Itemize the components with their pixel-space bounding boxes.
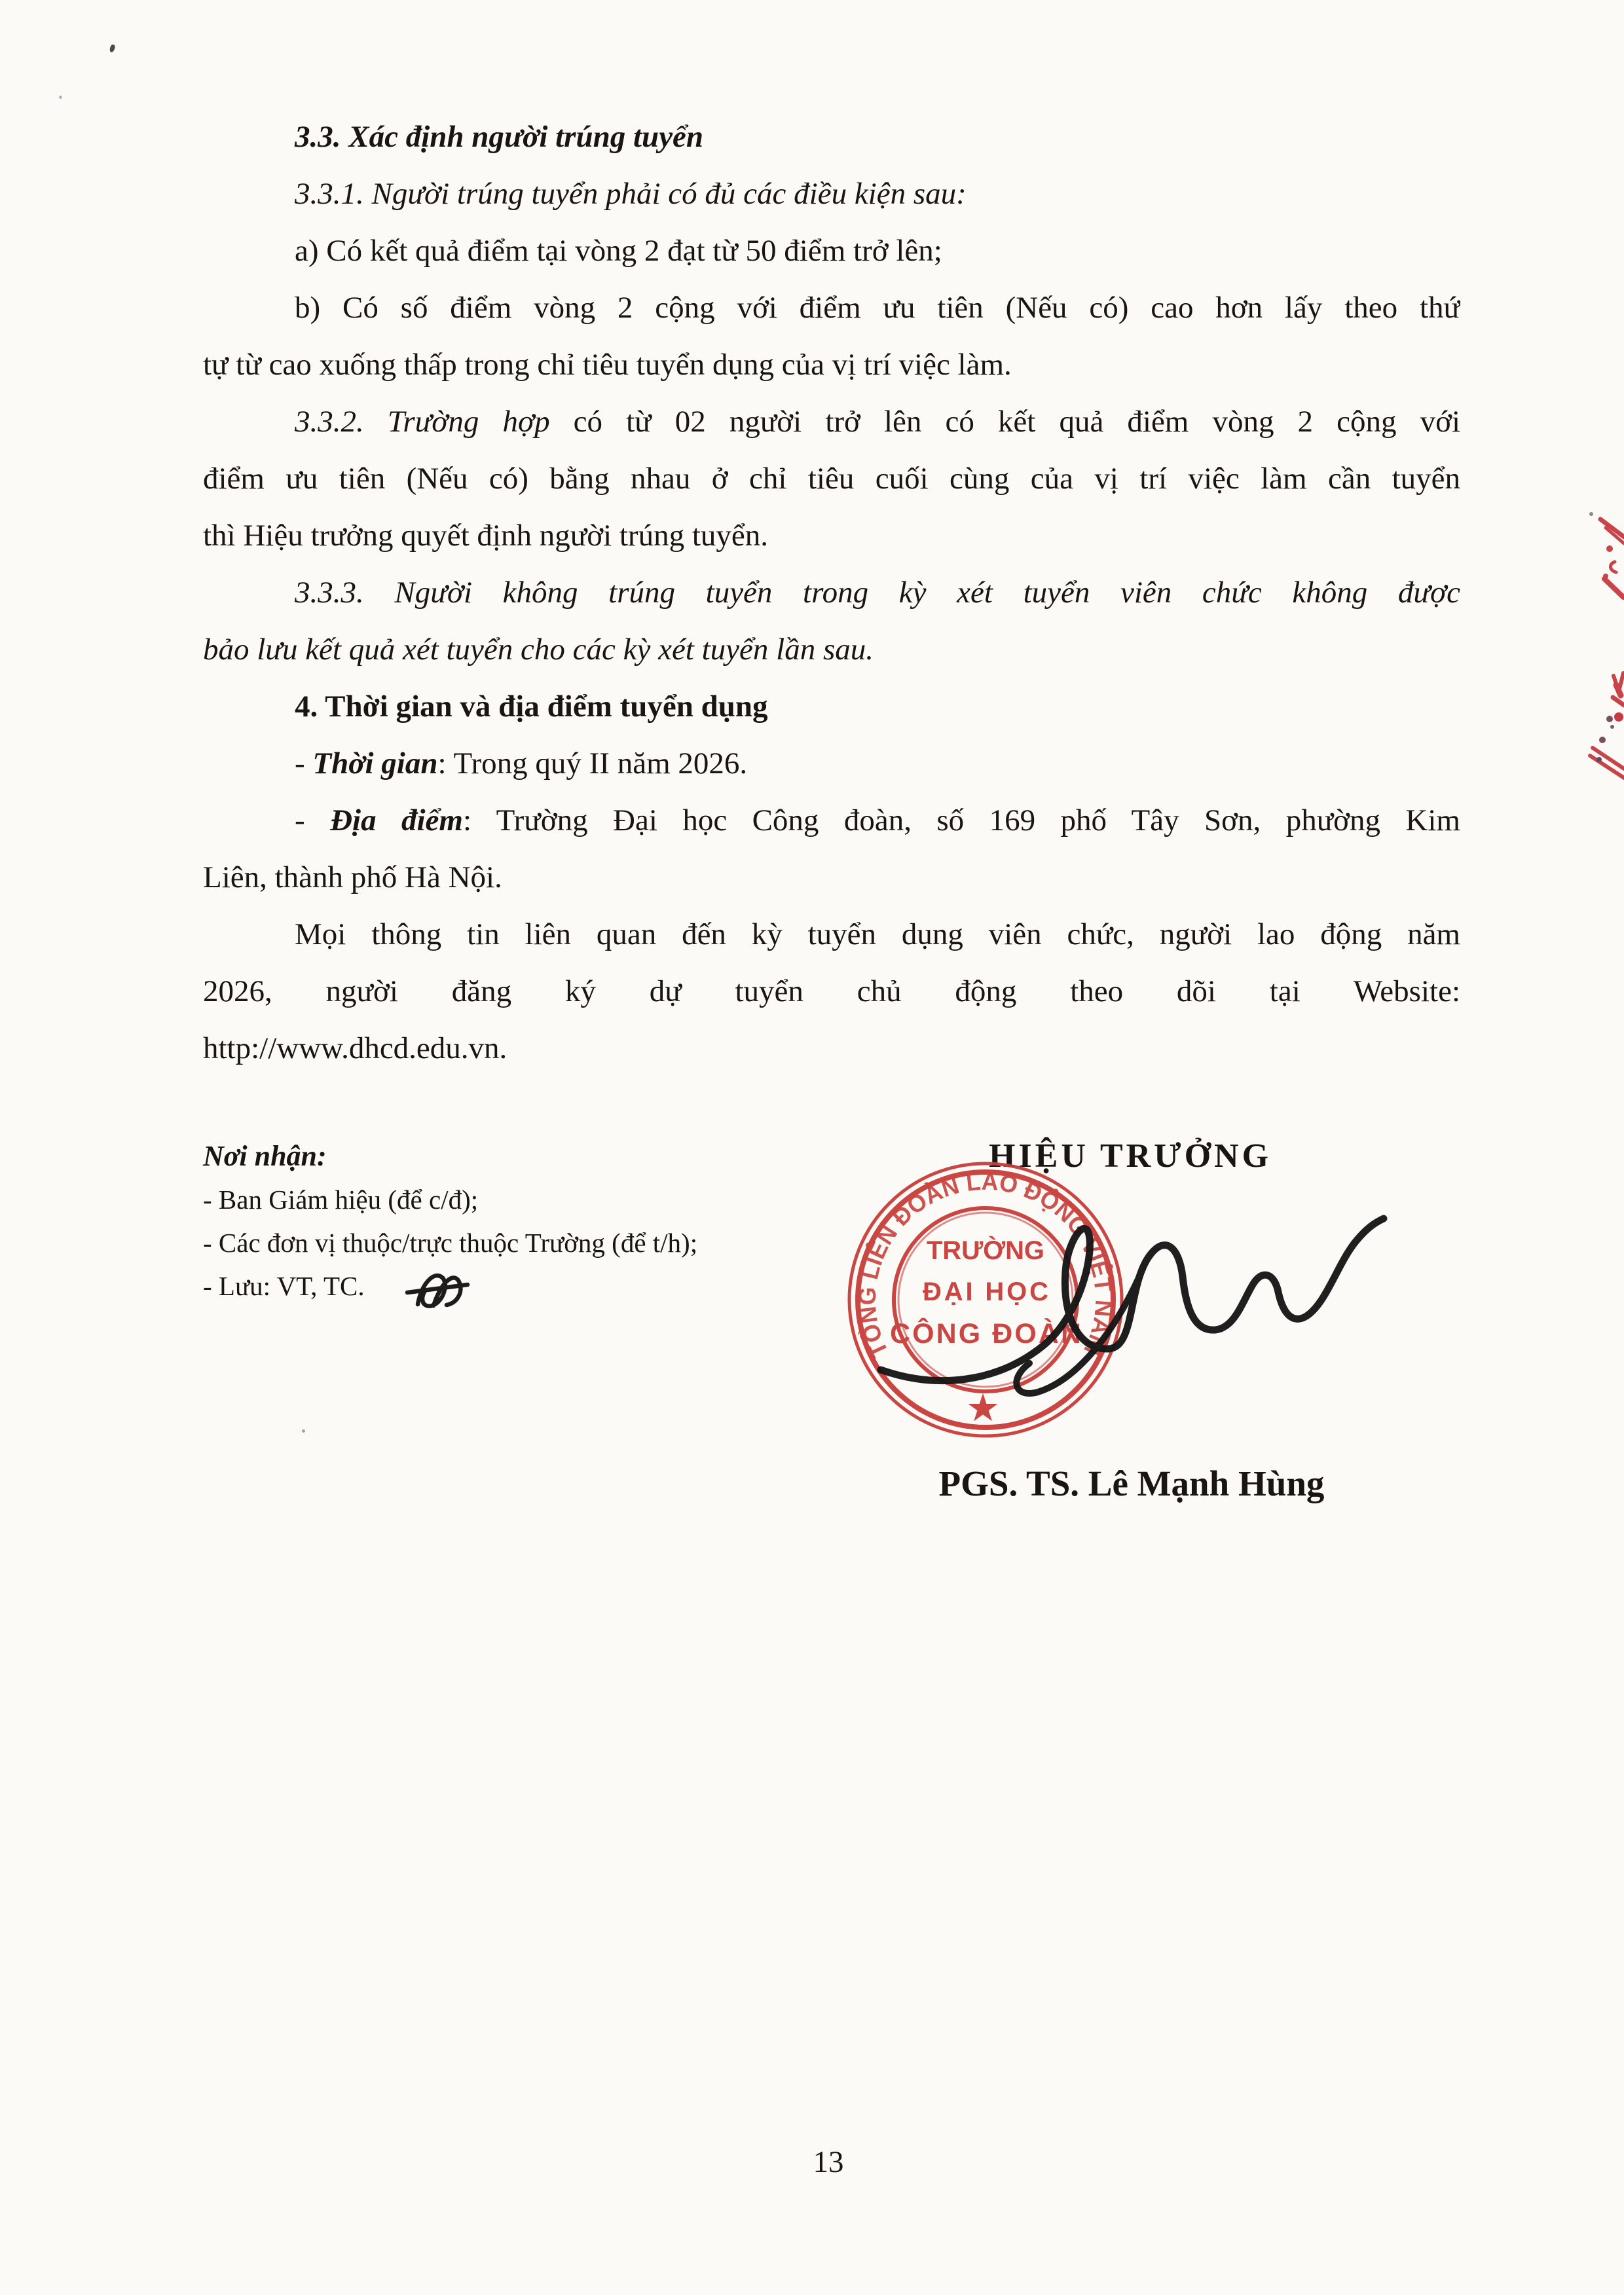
scan-speck: [59, 96, 62, 99]
recipient-item: - Ban Giám hiệu (để c/đ);: [203, 1184, 479, 1215]
rector-signature: [864, 1205, 1395, 1408]
body-line: b) Có số điểm vòng 2 cộng với điểm ưu tiên (Nếu có) cao hơn lấy theo thứ: [295, 291, 1460, 325]
signer-title: HIỆU TRƯỞNG: [988, 1137, 1272, 1175]
body-line: thì Hiệu trưởng quyết định người trúng tuyển.: [203, 519, 769, 553]
body-line: điểm ưu tiên (Nếu có) bằng nhau ở chỉ tiêu cuối cùng của vị trí việc làm cần tuyển: [203, 462, 1460, 496]
stamp-center-line-3: CÔNG ĐOÀN: [890, 1318, 1081, 1349]
body-line: bảo lưu kết quả xét tuyển cho các kỳ xét tuyển lần sau.: [203, 633, 874, 667]
body-line: Mọi thông tin liên quan đến kỳ tuyển dụng viên chức, người lao động năm: [295, 917, 1460, 951]
page-number: 13: [813, 2145, 844, 2179]
stamp-center-line-2: ĐẠI HỌC: [923, 1277, 1048, 1306]
body-line: 2026, người đăng ký dự tuyển chủ động theo dõi tại Website:: [203, 974, 1460, 1008]
body-line: tự từ cao xuống thấp trong chỉ tiêu tuyển dụng của vị trí việc làm.: [203, 348, 1012, 382]
stamp-star-icon: ★: [967, 1389, 999, 1427]
recipient-item: - Các đơn vị thuộc/trực thuộc Trường (để t/h);: [203, 1228, 698, 1258]
scan-speck: [109, 44, 115, 53]
body-text: [203, 109, 1460, 1077]
initials-scribble: [399, 1264, 478, 1319]
body-line: - Thời gian: Trong quý II năm 2026.: [295, 746, 748, 780]
recipient-item: - Lưu: VT, TC.: [203, 1271, 365, 1301]
body-line: - Địa điểm: Trường Đại học Công đoàn, số 169 phố Tây Sơn, phường Kim: [295, 803, 1460, 837]
body-line: 3.3. Xác định người trúng tuyển: [295, 120, 704, 154]
scan-speck: [302, 1429, 305, 1433]
body-line: a) Có kết quả điểm tại vòng 2 đạt từ 50 điểm trở lên;: [295, 234, 942, 268]
stamp-ring-text: TỔNG LIÊN ĐOÀN LAO ĐỘNG VIỆT NAM: [853, 1167, 1118, 1362]
signer-name: PGS. TS. Lê Mạnh Hùng: [938, 1463, 1325, 1503]
body-line: 3.3.2. Trường hợp có từ 02 người trở lên có kết quả điểm vòng 2 cộng với: [295, 405, 1460, 439]
stamp-center-line-1: TRƯỜNG: [927, 1236, 1044, 1265]
red-pen-edge-marks: [1572, 504, 1624, 786]
body-line: 3.3.1. Người trúng tuyển phải có đủ các điều kiện sau:: [295, 177, 967, 211]
body-line: 3.3.3. Người không trúng tuyển trong kỳ xét tuyển viên chức không được: [295, 576, 1460, 610]
body-line: Liên, thành phố Hà Nội.: [203, 860, 502, 894]
body-line: http://www.dhcd.edu.vn.: [203, 1031, 507, 1065]
recipients-heading: Nơi nhận:: [203, 1140, 327, 1172]
body-line: 4. Thời gian và địa điểm tuyển dụng: [295, 689, 768, 724]
